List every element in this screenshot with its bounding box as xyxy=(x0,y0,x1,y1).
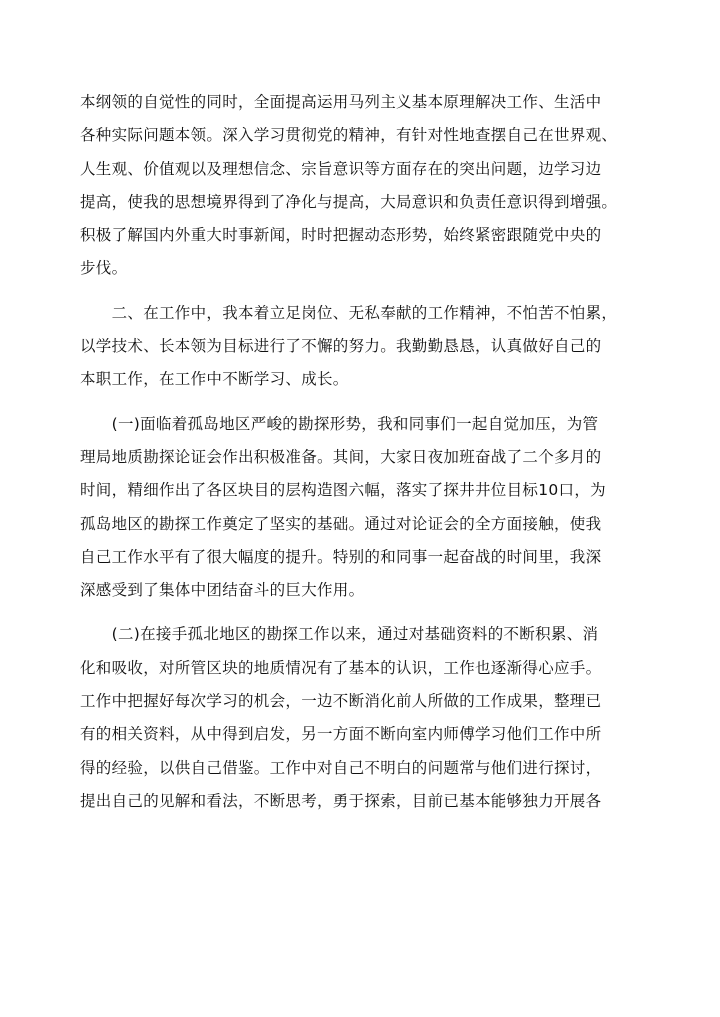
paragraph-line: 工作中把握好每次学习的机会，一边不断消化前人所做的工作成果，整理已 xyxy=(80,692,602,711)
paragraph-line: 理局地质勘探论证会作出积极准备。其间，大家日夜加班奋战了二个多月的 xyxy=(80,447,602,466)
paragraph-line: 步伐。 xyxy=(80,259,128,278)
paragraph-line: 自己工作水平有了很大幅度的提升。特别的和同事一起奋战的时间里，我深 xyxy=(80,547,602,566)
paragraph-4 xyxy=(80,618,652,818)
paragraph-3 xyxy=(80,408,652,608)
paragraph-spacer xyxy=(80,286,652,297)
paragraph-line: 孤岛地区的勘探工作奠定了坚实的基础。通过对论证会的全方面接触，使我 xyxy=(80,514,602,533)
paragraph-line: 积极了解国内外重大时事新闻，时时把握动态形势，始终紧密跟随党中央的 xyxy=(80,226,602,245)
paragraph-line: 时间，精细作出了各区块目的层构造图六幅，落实了探井井位目标10口，为 xyxy=(80,481,606,500)
paragraph-line: 提出自己的见解和看法，不断思考，勇于探索，目前已基本能够独力开展各 xyxy=(80,791,602,810)
paragraph-line: 深感受到了集体中团结奋斗的巨大作用。 xyxy=(80,581,365,600)
paragraph-line: 本纲领的自觉性的同时，全面提高运用马列主义基本原理解决工作、生活中 xyxy=(80,93,602,111)
paragraph-line: 本职工作，在工作中不断学习、成长。 xyxy=(80,370,349,389)
paragraph-line: 有的相关资料，从中得到启发，另一方面不断向室内师傅学习他们工作中所 xyxy=(80,725,602,744)
paragraph-line: 得的经验，以供自己借鉴。工作中对自己不明白的问题常与他们进行探讨， xyxy=(80,758,602,777)
document-body xyxy=(80,86,652,818)
paragraph-line: (一)面临着孤岛地区严峻的勘探形势，我和同事们一起自觉加压，为管 xyxy=(80,414,599,433)
paragraph-line: 以学技术、长本领为目标进行了不懈的努力。我勤勤恳恳，认真做好自己的 xyxy=(80,337,602,356)
paragraph-spacer xyxy=(80,607,652,618)
paragraph-line: 各种实际问题本领。深入学习贯彻党的精神，有针对性地查摆自己在世界观、 xyxy=(80,126,618,145)
paragraph-line: 提高，使我的思想境界得到了净化与提高，大局意识和负责任意识得到增强。 xyxy=(80,192,618,211)
paragraph-spacer xyxy=(80,397,652,408)
paragraph-line: (二)在接手孤北地区的勘探工作以来，通过对基础资料的不断积累、消 xyxy=(80,625,599,644)
paragraph-1 xyxy=(80,86,652,286)
paragraph-line: 化和吸收，对所管区块的地质情况有了基本的认识，工作也逐渐得心应手。 xyxy=(80,658,602,677)
paragraph-line: 人生观、价值观以及理想信念、宗旨意识等方面存在的突出问题，边学习边 xyxy=(80,159,602,178)
paragraph-2 xyxy=(80,297,652,397)
paragraph-line: 二、在工作中，我本着立足岗位、无私奉献的工作精神，不怕苦不怕累， xyxy=(80,303,618,322)
